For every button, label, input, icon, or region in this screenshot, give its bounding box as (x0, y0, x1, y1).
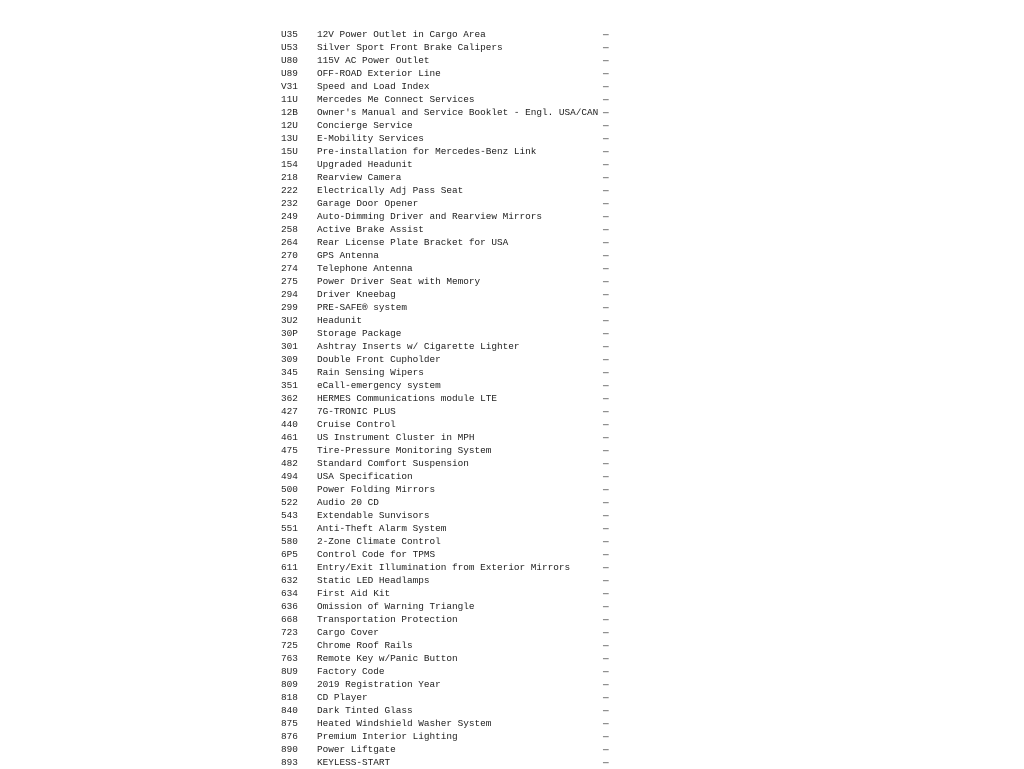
option-code: 725 (281, 640, 298, 651)
option-row (0, 704, 1024, 717)
option-price: — (603, 94, 609, 105)
option-description: Mercedes Me Connect Services (317, 94, 475, 105)
option-description: HERMES Communications module LTE (317, 393, 498, 404)
option-description: Telephone Antenna (317, 263, 413, 274)
option-code: 440 (281, 419, 298, 430)
option-row (0, 236, 1024, 249)
option-code: 362 (281, 393, 298, 404)
option-price: — (603, 42, 609, 53)
option-code: 876 (281, 731, 298, 742)
option-description: eCall-emergency system (317, 380, 441, 391)
option-row (0, 223, 1024, 236)
option-description: Rearview Camera (317, 172, 402, 183)
option-price: — (603, 471, 609, 482)
option-row (0, 444, 1024, 457)
option-row (0, 145, 1024, 158)
option-row (0, 626, 1024, 639)
option-description: Double Front Cupholder (317, 354, 441, 365)
options-list (0, 28, 1024, 769)
option-code: 636 (281, 601, 298, 612)
option-description: 2019 Registration Year (317, 679, 441, 690)
option-code: 500 (281, 484, 298, 495)
option-code: 475 (281, 445, 298, 456)
option-description: Audio 20 CD (317, 497, 379, 508)
option-code: U35 (281, 29, 298, 40)
option-code: U80 (281, 55, 298, 66)
option-code: 30P (281, 328, 298, 339)
option-row (0, 119, 1024, 132)
option-description: 115V AC Power Outlet (317, 55, 430, 66)
option-description: Headunit (317, 315, 363, 326)
option-code: 634 (281, 588, 298, 599)
option-code: 522 (281, 497, 298, 508)
option-price: — (603, 198, 609, 209)
option-price: — (603, 757, 609, 768)
option-row (0, 379, 1024, 392)
option-code: 12U (281, 120, 298, 131)
option-row (0, 353, 1024, 366)
option-row (0, 210, 1024, 223)
option-code: 723 (281, 627, 298, 638)
option-row (0, 743, 1024, 756)
option-row (0, 613, 1024, 626)
option-price: — (603, 185, 609, 196)
option-code: 270 (281, 250, 298, 261)
option-code: 461 (281, 432, 298, 443)
option-row (0, 262, 1024, 275)
option-price: — (603, 419, 609, 430)
option-code: 668 (281, 614, 298, 625)
option-description: Electrically Adj Pass Seat (317, 185, 464, 196)
option-code: 875 (281, 718, 298, 729)
option-row (0, 132, 1024, 145)
option-code: 218 (281, 172, 298, 183)
option-price: — (603, 55, 609, 66)
option-price: — (603, 575, 609, 586)
option-row (0, 561, 1024, 574)
option-code: 494 (281, 471, 298, 482)
option-code: 232 (281, 198, 298, 209)
option-price: — (603, 406, 609, 417)
option-row (0, 80, 1024, 93)
option-description: Cruise Control (317, 419, 396, 430)
option-description: Chrome Roof Rails (317, 640, 413, 651)
option-description: 2-Zone Climate Control (317, 536, 441, 547)
option-row (0, 483, 1024, 496)
option-code: V31 (281, 81, 298, 92)
option-row (0, 418, 1024, 431)
option-description: OFF-ROAD Exterior Line (317, 68, 441, 79)
option-price: — (603, 445, 609, 456)
option-description: Cargo Cover (317, 627, 379, 638)
option-code: 427 (281, 406, 298, 417)
option-description: Entry/Exit Illumination from Exterior Mirrors (317, 562, 571, 573)
option-price: — (603, 588, 609, 599)
option-price: — (603, 289, 609, 300)
option-row (0, 405, 1024, 418)
option-description: Power Folding Mirrors (317, 484, 436, 495)
option-code: 818 (281, 692, 298, 703)
option-row (0, 600, 1024, 613)
option-code: 8U9 (281, 666, 298, 677)
option-row (0, 587, 1024, 600)
option-description: Driver Kneebag (317, 289, 396, 300)
option-row (0, 288, 1024, 301)
option-price: — (603, 68, 609, 79)
option-row (0, 340, 1024, 353)
option-row (0, 106, 1024, 119)
option-description: Owner's Manual and Service Booklet - Engl. USA/CAN (317, 107, 599, 118)
option-description: Ashtray Inserts w/ Cigarette Lighter (317, 341, 520, 352)
option-row (0, 301, 1024, 314)
option-code: 763 (281, 653, 298, 664)
option-description: Anti-Theft Alarm System (317, 523, 447, 534)
option-description: PRE-SAFE® system (317, 302, 408, 313)
option-price: — (603, 29, 609, 40)
option-code: 258 (281, 224, 298, 235)
option-description: GPS Antenna (317, 250, 379, 261)
option-code: 301 (281, 341, 298, 352)
option-description: Transportation Protection (317, 614, 458, 625)
option-code: 13U (281, 133, 298, 144)
option-price: — (603, 679, 609, 690)
option-price: — (603, 562, 609, 573)
option-row (0, 730, 1024, 743)
option-description: Standard Comfort Suspension (317, 458, 469, 469)
option-code: 580 (281, 536, 298, 547)
option-description: Rear License Plate Bracket for USA (317, 237, 509, 248)
option-price: — (603, 211, 609, 222)
option-code: 482 (281, 458, 298, 469)
option-price: — (603, 458, 609, 469)
option-row (0, 93, 1024, 106)
option-description: KEYLESS-START (317, 757, 391, 768)
option-price: — (603, 393, 609, 404)
option-row (0, 327, 1024, 340)
option-description: Dark Tinted Glass (317, 705, 413, 716)
option-row (0, 184, 1024, 197)
option-description: Premium Interior Lighting (317, 731, 458, 742)
option-price: — (603, 146, 609, 157)
option-row (0, 691, 1024, 704)
option-description: Silver Sport Front Brake Calipers (317, 42, 503, 53)
option-price: — (603, 107, 609, 118)
option-price: — (603, 81, 609, 92)
option-code: U53 (281, 42, 298, 53)
option-price: — (603, 263, 609, 274)
option-price: — (603, 354, 609, 365)
option-description: First Aid Kit (317, 588, 391, 599)
option-price: — (603, 601, 609, 612)
option-description: Factory Code (317, 666, 385, 677)
option-row (0, 67, 1024, 80)
option-row (0, 548, 1024, 561)
option-code: 893 (281, 757, 298, 768)
option-row (0, 652, 1024, 665)
option-description: Omission of Warning Triangle (317, 601, 475, 612)
option-price: — (603, 549, 609, 560)
option-code: 11U (281, 94, 298, 105)
option-description: Garage Door Opener (317, 198, 419, 209)
option-price: — (603, 640, 609, 651)
option-price: — (603, 653, 609, 664)
option-row (0, 470, 1024, 483)
option-price: — (603, 523, 609, 534)
option-description: Auto-Dimming Driver and Rearview Mirrors (317, 211, 543, 222)
option-description: Concierge Service (317, 120, 413, 131)
option-description: E-Mobility Services (317, 133, 424, 144)
option-code: 6P5 (281, 549, 298, 560)
option-row (0, 28, 1024, 41)
option-description: USA Specification (317, 471, 413, 482)
option-code: 309 (281, 354, 298, 365)
option-description: 12V Power Outlet in Cargo Area (317, 29, 486, 40)
option-description: Upgraded Headunit (317, 159, 413, 170)
option-description: US Instrument Cluster in MPH (317, 432, 475, 443)
option-price: — (603, 237, 609, 248)
option-price: — (603, 627, 609, 638)
option-description: Control Code for TPMS (317, 549, 436, 560)
option-price: — (603, 484, 609, 495)
option-row (0, 717, 1024, 730)
option-description: Heated Windshield Washer System (317, 718, 492, 729)
option-code: 840 (281, 705, 298, 716)
option-row (0, 431, 1024, 444)
option-description: Speed and Load Index (317, 81, 430, 92)
option-price: — (603, 133, 609, 144)
option-code: 12B (281, 107, 298, 118)
option-price: — (603, 250, 609, 261)
option-code: 351 (281, 380, 298, 391)
option-code: 890 (281, 744, 298, 755)
option-row (0, 392, 1024, 405)
option-row (0, 54, 1024, 67)
option-row (0, 314, 1024, 327)
option-price: — (603, 666, 609, 677)
option-code: 274 (281, 263, 298, 274)
option-code: 543 (281, 510, 298, 521)
option-price: — (603, 718, 609, 729)
option-price: — (603, 705, 609, 716)
option-price: — (603, 380, 609, 391)
option-code: 264 (281, 237, 298, 248)
option-code: 15U (281, 146, 298, 157)
option-code: 249 (281, 211, 298, 222)
option-row (0, 249, 1024, 262)
option-price: — (603, 614, 609, 625)
option-price: — (603, 224, 609, 235)
option-description: Pre-installation for Mercedes-Benz Link (317, 146, 537, 157)
option-row (0, 756, 1024, 769)
option-price: — (603, 328, 609, 339)
option-row (0, 158, 1024, 171)
option-code: 611 (281, 562, 298, 573)
option-row (0, 457, 1024, 470)
option-code: 551 (281, 523, 298, 534)
option-price: — (603, 731, 609, 742)
option-price: — (603, 692, 609, 703)
option-row (0, 496, 1024, 509)
option-code: 345 (281, 367, 298, 378)
option-row (0, 574, 1024, 587)
option-description: Storage Package (317, 328, 402, 339)
option-price: — (603, 315, 609, 326)
option-price: — (603, 302, 609, 313)
option-description: Power Driver Seat with Memory (317, 276, 481, 287)
option-description: 7G-TRONIC PLUS (317, 406, 396, 417)
option-price: — (603, 276, 609, 287)
option-code: 3U2 (281, 315, 298, 326)
option-description: Tire-Pressure Monitoring System (317, 445, 492, 456)
option-price: — (603, 172, 609, 183)
option-price: — (603, 497, 609, 508)
option-row (0, 366, 1024, 379)
option-code: 809 (281, 679, 298, 690)
option-price: — (603, 744, 609, 755)
option-row (0, 275, 1024, 288)
option-code: 275 (281, 276, 298, 287)
option-description: Active Brake Assist (317, 224, 424, 235)
option-price: — (603, 120, 609, 131)
option-code: 294 (281, 289, 298, 300)
option-description: CD Player (317, 692, 368, 703)
option-code: 222 (281, 185, 298, 196)
option-description: Power Liftgate (317, 744, 396, 755)
option-description: Rain Sensing Wipers (317, 367, 424, 378)
option-price: — (603, 510, 609, 521)
option-description: Static LED Headlamps (317, 575, 430, 586)
option-description: Extendable Sunvisors (317, 510, 430, 521)
option-code: 632 (281, 575, 298, 586)
option-price: — (603, 341, 609, 352)
option-code: 299 (281, 302, 298, 313)
option-price: — (603, 432, 609, 443)
option-row (0, 41, 1024, 54)
option-price: — (603, 159, 609, 170)
option-row (0, 509, 1024, 522)
option-description: Remote Key w/Panic Button (317, 653, 458, 664)
option-row (0, 678, 1024, 691)
option-row (0, 665, 1024, 678)
option-row (0, 171, 1024, 184)
option-row (0, 522, 1024, 535)
option-price: — (603, 367, 609, 378)
option-price: — (603, 536, 609, 547)
option-code: U89 (281, 68, 298, 79)
option-code: 154 (281, 159, 298, 170)
option-row (0, 535, 1024, 548)
option-row (0, 197, 1024, 210)
option-row (0, 639, 1024, 652)
